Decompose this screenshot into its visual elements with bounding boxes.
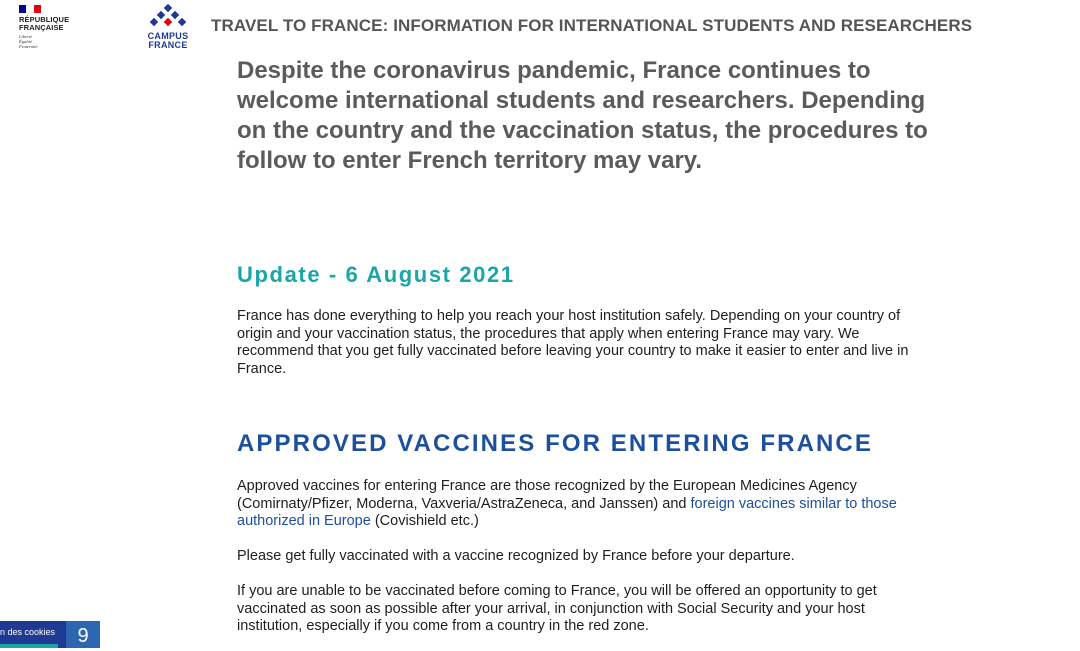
republique-motto: Liberté Égalité Fraternité [19, 34, 38, 49]
campus-france-name: CAMPUS FRANCE [147, 31, 189, 50]
campus-france-diamonds-icon [146, 4, 190, 32]
page-header-title: TRAVEL TO FRANCE: INFORMATION FOR INTERNATIONAL STUDENTS AND RESEARCHERS [211, 16, 973, 35]
cookie-management-label: n des cookies [0, 627, 56, 637]
foreign-vaccines-link[interactable]: foreign vaccines similar to those authorized in Europe [237, 495, 897, 529]
unable-vaccinate-paragraph: If you are unable to be vaccinated before coming to France, you will be offered an opportunity to get vaccinated as soon as possible after your arrival, in conjunction with Social Security and your host institution, especially if you come from a country in the red zone. [237, 583, 877, 634]
update-paragraph: France has done everything to help you reach your host institution safely. Depending on your country of origin and your vaccination status, the procedures that apply when entering France may vary. We recommend that you get fully vaccinated before leaving your country to make it easier to enter and live in France. [237, 308, 909, 377]
lead-section [237, 56, 937, 176]
republique-name: RÉPUBLIQUE FRANÇAISE [19, 15, 70, 32]
approved-vaccines-paragraph [237, 478, 927, 531]
cookie-count-badge[interactable]: 9 [66, 621, 100, 648]
republique-francaise-logo[interactable] [19, 5, 89, 55]
campus-france-logo[interactable] [141, 4, 195, 54]
cookie-management-button[interactable] [0, 621, 66, 648]
cookie-bar-accent [0, 644, 58, 648]
french-flag-icon [19, 5, 41, 13]
vaccinate-paragraph: Please get fully vaccinated with a vaccine recognized by France before your departure. [237, 548, 795, 564]
lead-text: Despite the coronavirus pandemic, France continues to welcome international students and researchers. Depending on the country and the vaccination status, the procedures to follow to enter French territory may vary. [237, 57, 928, 174]
vaccines-text-before: Approved vaccines for entering France are those recognized by the European Medicines Agency (Comirnaty/Pfizer, Moderna, Vaxveria/AstraZeneca, and Janssen) and [237, 478, 857, 512]
approved-vaccines-heading: APPROVED VACCINES FOR ENTERING FRANCE [237, 430, 873, 457]
vaccines-text-after: (Covishield etc.) [370, 513, 479, 529]
update-heading: Update - 6 August 2021 [237, 262, 515, 287]
